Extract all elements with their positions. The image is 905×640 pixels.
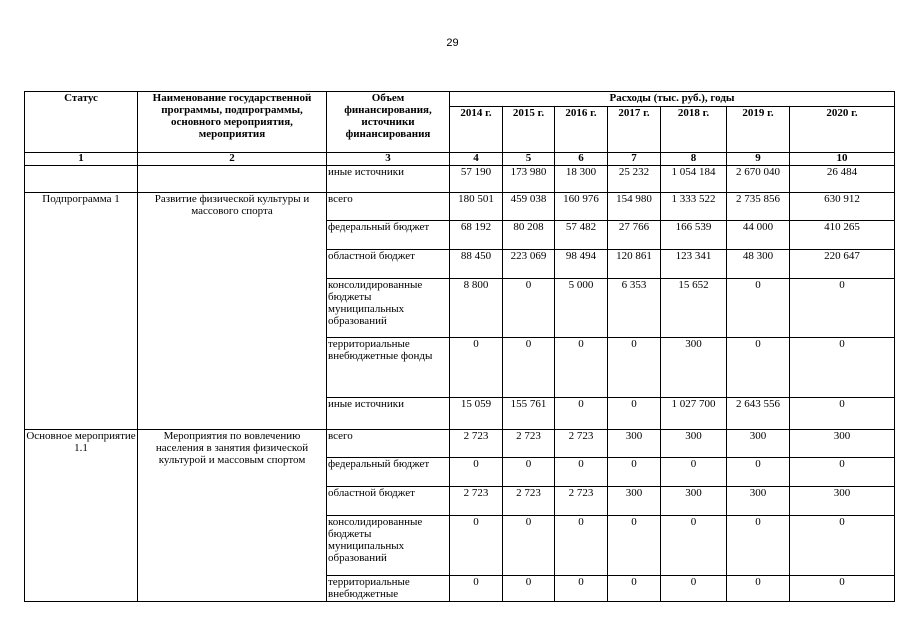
value-cell: 0 <box>608 516 661 576</box>
column-number: 9 <box>727 153 790 166</box>
value-cell: 8 800 <box>450 279 503 338</box>
source-cell: федеральный бюджет <box>327 221 450 250</box>
value-cell: 0 <box>608 576 661 602</box>
header-year: 2017 г. <box>608 107 661 153</box>
value-cell: 2 723 <box>503 487 555 516</box>
value-cell: 6 353 <box>608 279 661 338</box>
value-cell: 300 <box>790 487 895 516</box>
header-year: 2014 г. <box>450 107 503 153</box>
value-cell: 300 <box>608 430 661 458</box>
value-cell: 0 <box>727 458 790 487</box>
name-cell: Мероприятия по вовлечению населения в занятия физической культурой и массовым спортом <box>138 430 327 602</box>
table-row <box>25 166 895 193</box>
value-cell: 0 <box>450 338 503 398</box>
value-cell: 0 <box>790 279 895 338</box>
status-cell <box>25 166 138 193</box>
value-cell: 410 265 <box>790 221 895 250</box>
column-number: 2 <box>138 153 327 166</box>
column-number: 8 <box>661 153 727 166</box>
header-volume: Объем финансирования, источники финансирования <box>327 92 450 153</box>
value-cell: 48 300 <box>727 250 790 279</box>
value-cell: 15 652 <box>661 279 727 338</box>
value-cell: 0 <box>503 516 555 576</box>
value-cell: 2 643 556 <box>727 398 790 430</box>
source-cell: иные источники <box>327 398 450 430</box>
value-cell: 0 <box>608 398 661 430</box>
source-cell: областной бюджет <box>327 487 450 516</box>
name-cell <box>138 166 327 193</box>
header-status: Статус <box>25 92 138 153</box>
source-cell: всего <box>327 193 450 221</box>
value-cell: 0 <box>555 458 608 487</box>
value-cell: 300 <box>661 338 727 398</box>
source-cell: федеральный бюджет <box>327 458 450 487</box>
value-cell: 57 482 <box>555 221 608 250</box>
value-cell: 2 723 <box>450 487 503 516</box>
source-cell: территориальные внебюджетные фонды <box>327 338 450 398</box>
value-cell: 0 <box>503 458 555 487</box>
column-number: 5 <box>503 153 555 166</box>
value-cell: 5 000 <box>555 279 608 338</box>
header-name: Наименование государственной программы, подпрограммы, основного мероприятия, мероприятия <box>138 92 327 153</box>
value-cell: 154 980 <box>608 193 661 221</box>
header-year: 2016 г. <box>555 107 608 153</box>
financing-table <box>24 91 895 602</box>
header-year: 2015 г. <box>503 107 555 153</box>
table-row <box>25 193 895 221</box>
value-cell: 80 208 <box>503 221 555 250</box>
value-cell: 0 <box>608 338 661 398</box>
header-year: 2019 г. <box>727 107 790 153</box>
value-cell: 0 <box>790 576 895 602</box>
value-cell: 25 232 <box>608 166 661 193</box>
source-cell: территориальные внебюджетные <box>327 576 450 602</box>
column-number: 6 <box>555 153 608 166</box>
value-cell: 180 501 <box>450 193 503 221</box>
page-number: 29 <box>446 37 459 49</box>
value-cell: 44 000 <box>727 221 790 250</box>
value-cell: 15 059 <box>450 398 503 430</box>
value-cell: 0 <box>450 576 503 602</box>
value-cell: 160 976 <box>555 193 608 221</box>
value-cell: 0 <box>661 576 727 602</box>
value-cell: 0 <box>661 516 727 576</box>
value-cell: 68 192 <box>450 221 503 250</box>
source-cell: консолидированные бюджеты муниципальных образований <box>327 516 450 576</box>
value-cell: 2 723 <box>555 487 608 516</box>
value-cell: 155 761 <box>503 398 555 430</box>
column-number-row <box>25 153 895 166</box>
header-expenses: Расходы (тыс. руб.), годы <box>450 92 895 107</box>
source-cell: консолидированные бюджеты муниципальных образований <box>327 279 450 338</box>
value-cell: 300 <box>661 430 727 458</box>
value-cell: 173 980 <box>503 166 555 193</box>
value-cell: 88 450 <box>450 250 503 279</box>
value-cell: 0 <box>727 279 790 338</box>
value-cell: 0 <box>727 576 790 602</box>
value-cell: 223 069 <box>503 250 555 279</box>
header-year: 2020 г. <box>790 107 895 153</box>
source-cell: иные источники <box>327 166 450 193</box>
value-cell: 0 <box>790 516 895 576</box>
value-cell: 2 723 <box>450 430 503 458</box>
value-cell: 1 027 700 <box>661 398 727 430</box>
value-cell: 0 <box>503 279 555 338</box>
value-cell: 0 <box>555 398 608 430</box>
value-cell: 2 670 040 <box>727 166 790 193</box>
value-cell: 27 766 <box>608 221 661 250</box>
value-cell: 300 <box>727 487 790 516</box>
value-cell: 0 <box>790 338 895 398</box>
value-cell: 0 <box>503 576 555 602</box>
value-cell: 2 735 856 <box>727 193 790 221</box>
value-cell: 2 723 <box>503 430 555 458</box>
header-year: 2018 г. <box>661 107 727 153</box>
value-cell: 1 333 522 <box>661 193 727 221</box>
value-cell: 300 <box>608 487 661 516</box>
value-cell: 18 300 <box>555 166 608 193</box>
column-number: 3 <box>327 153 450 166</box>
value-cell: 0 <box>727 516 790 576</box>
value-cell: 0 <box>727 338 790 398</box>
source-cell: всего <box>327 430 450 458</box>
column-number: 1 <box>25 153 138 166</box>
value-cell: 0 <box>661 458 727 487</box>
value-cell: 123 341 <box>661 250 727 279</box>
value-cell: 0 <box>790 398 895 430</box>
value-cell: 57 190 <box>450 166 503 193</box>
table-row <box>25 430 895 458</box>
value-cell: 630 912 <box>790 193 895 221</box>
value-cell: 300 <box>661 487 727 516</box>
value-cell: 0 <box>503 338 555 398</box>
value-cell: 220 647 <box>790 250 895 279</box>
value-cell: 166 539 <box>661 221 727 250</box>
column-number: 4 <box>450 153 503 166</box>
value-cell: 300 <box>790 430 895 458</box>
value-cell: 0 <box>555 576 608 602</box>
value-cell: 98 494 <box>555 250 608 279</box>
value-cell: 2 723 <box>555 430 608 458</box>
value-cell: 300 <box>727 430 790 458</box>
value-cell: 120 861 <box>608 250 661 279</box>
value-cell: 0 <box>608 458 661 487</box>
value-cell: 0 <box>450 516 503 576</box>
value-cell: 459 038 <box>503 193 555 221</box>
column-number: 7 <box>608 153 661 166</box>
status-cell: Подпрограмма 1 <box>25 193 138 430</box>
column-number: 10 <box>790 153 895 166</box>
value-cell: 1 054 184 <box>661 166 727 193</box>
source-cell: областной бюджет <box>327 250 450 279</box>
value-cell: 0 <box>790 458 895 487</box>
value-cell: 26 484 <box>790 166 895 193</box>
value-cell: 0 <box>555 338 608 398</box>
name-cell: Развитие физической культуры и массового спорта <box>138 193 327 430</box>
value-cell: 0 <box>555 516 608 576</box>
status-cell: Основное мероприятие 1.1 <box>25 430 138 602</box>
value-cell: 0 <box>450 458 503 487</box>
